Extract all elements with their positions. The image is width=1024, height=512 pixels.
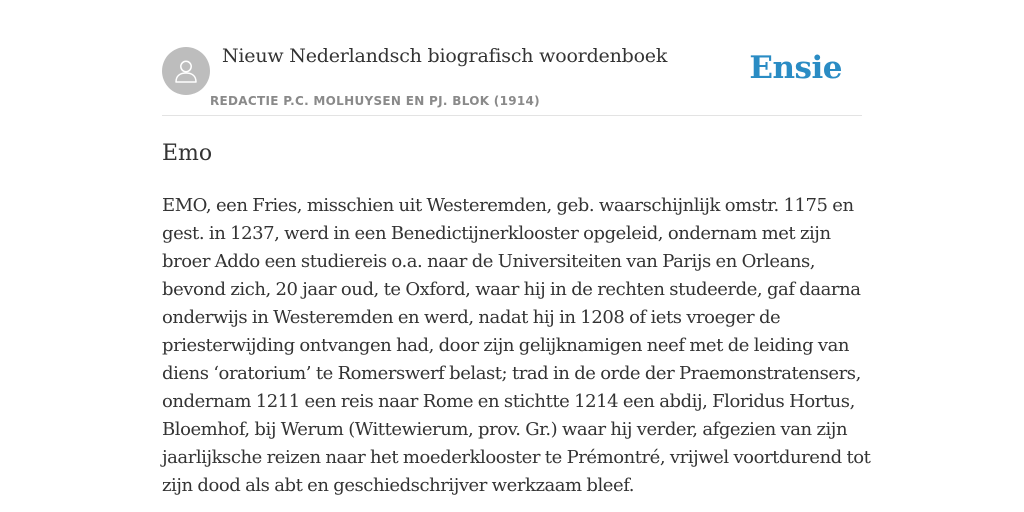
source-subtitle: REDACTIE P.C. MOLHUYSEN EN PJ. BLOK (1914) [210,94,540,108]
source-title[interactable]: Nieuw Nederlandsch biografisch woordenboek [222,45,668,67]
entry-title: Emo [162,141,213,166]
entry-body: EMO, een Fries, misschien uit Westeremden, geb. waarschijnlijk omstr. 1175 en gest. in 1237, werd in een Benedictijnerklooster opgeleid, ondernam met zijn broer Addo een studiereis o.a. naar de Universiteiten van Parijs en Orleans, bevond zich, 20 jaar oud, te Oxford, waar hij in de rechten studeerde, gaf daarna onderwijs in Westeremden en werd, nadat hij in 1208 of iets vroeger de priesterwijding ontvangen had, door zijn gelijknamigen neef met de leiding van diens ‘oratorium’ te Romerswerf belast; trad in de orde der Praemonstratensers, ondernam 1211 een reis naar Rome en stichtte 1214 een abdij, Floridus Hortus, Bloemhof, bij Werum (Wittewierum, prov. Gr.) waar hij verder, afgezien van zijn jaarlijksche reizen naar het moederklooster te Prémontré, vrijwel voortdurend tot zijn dood als abt en geschiedschrijver werkzaam bleef. [162,195,871,496]
source-header [162,0,862,116]
user-icon [172,57,200,85]
ensie-logo[interactable]: Ensie [749,50,842,86]
source-avatar[interactable] [162,47,210,95]
